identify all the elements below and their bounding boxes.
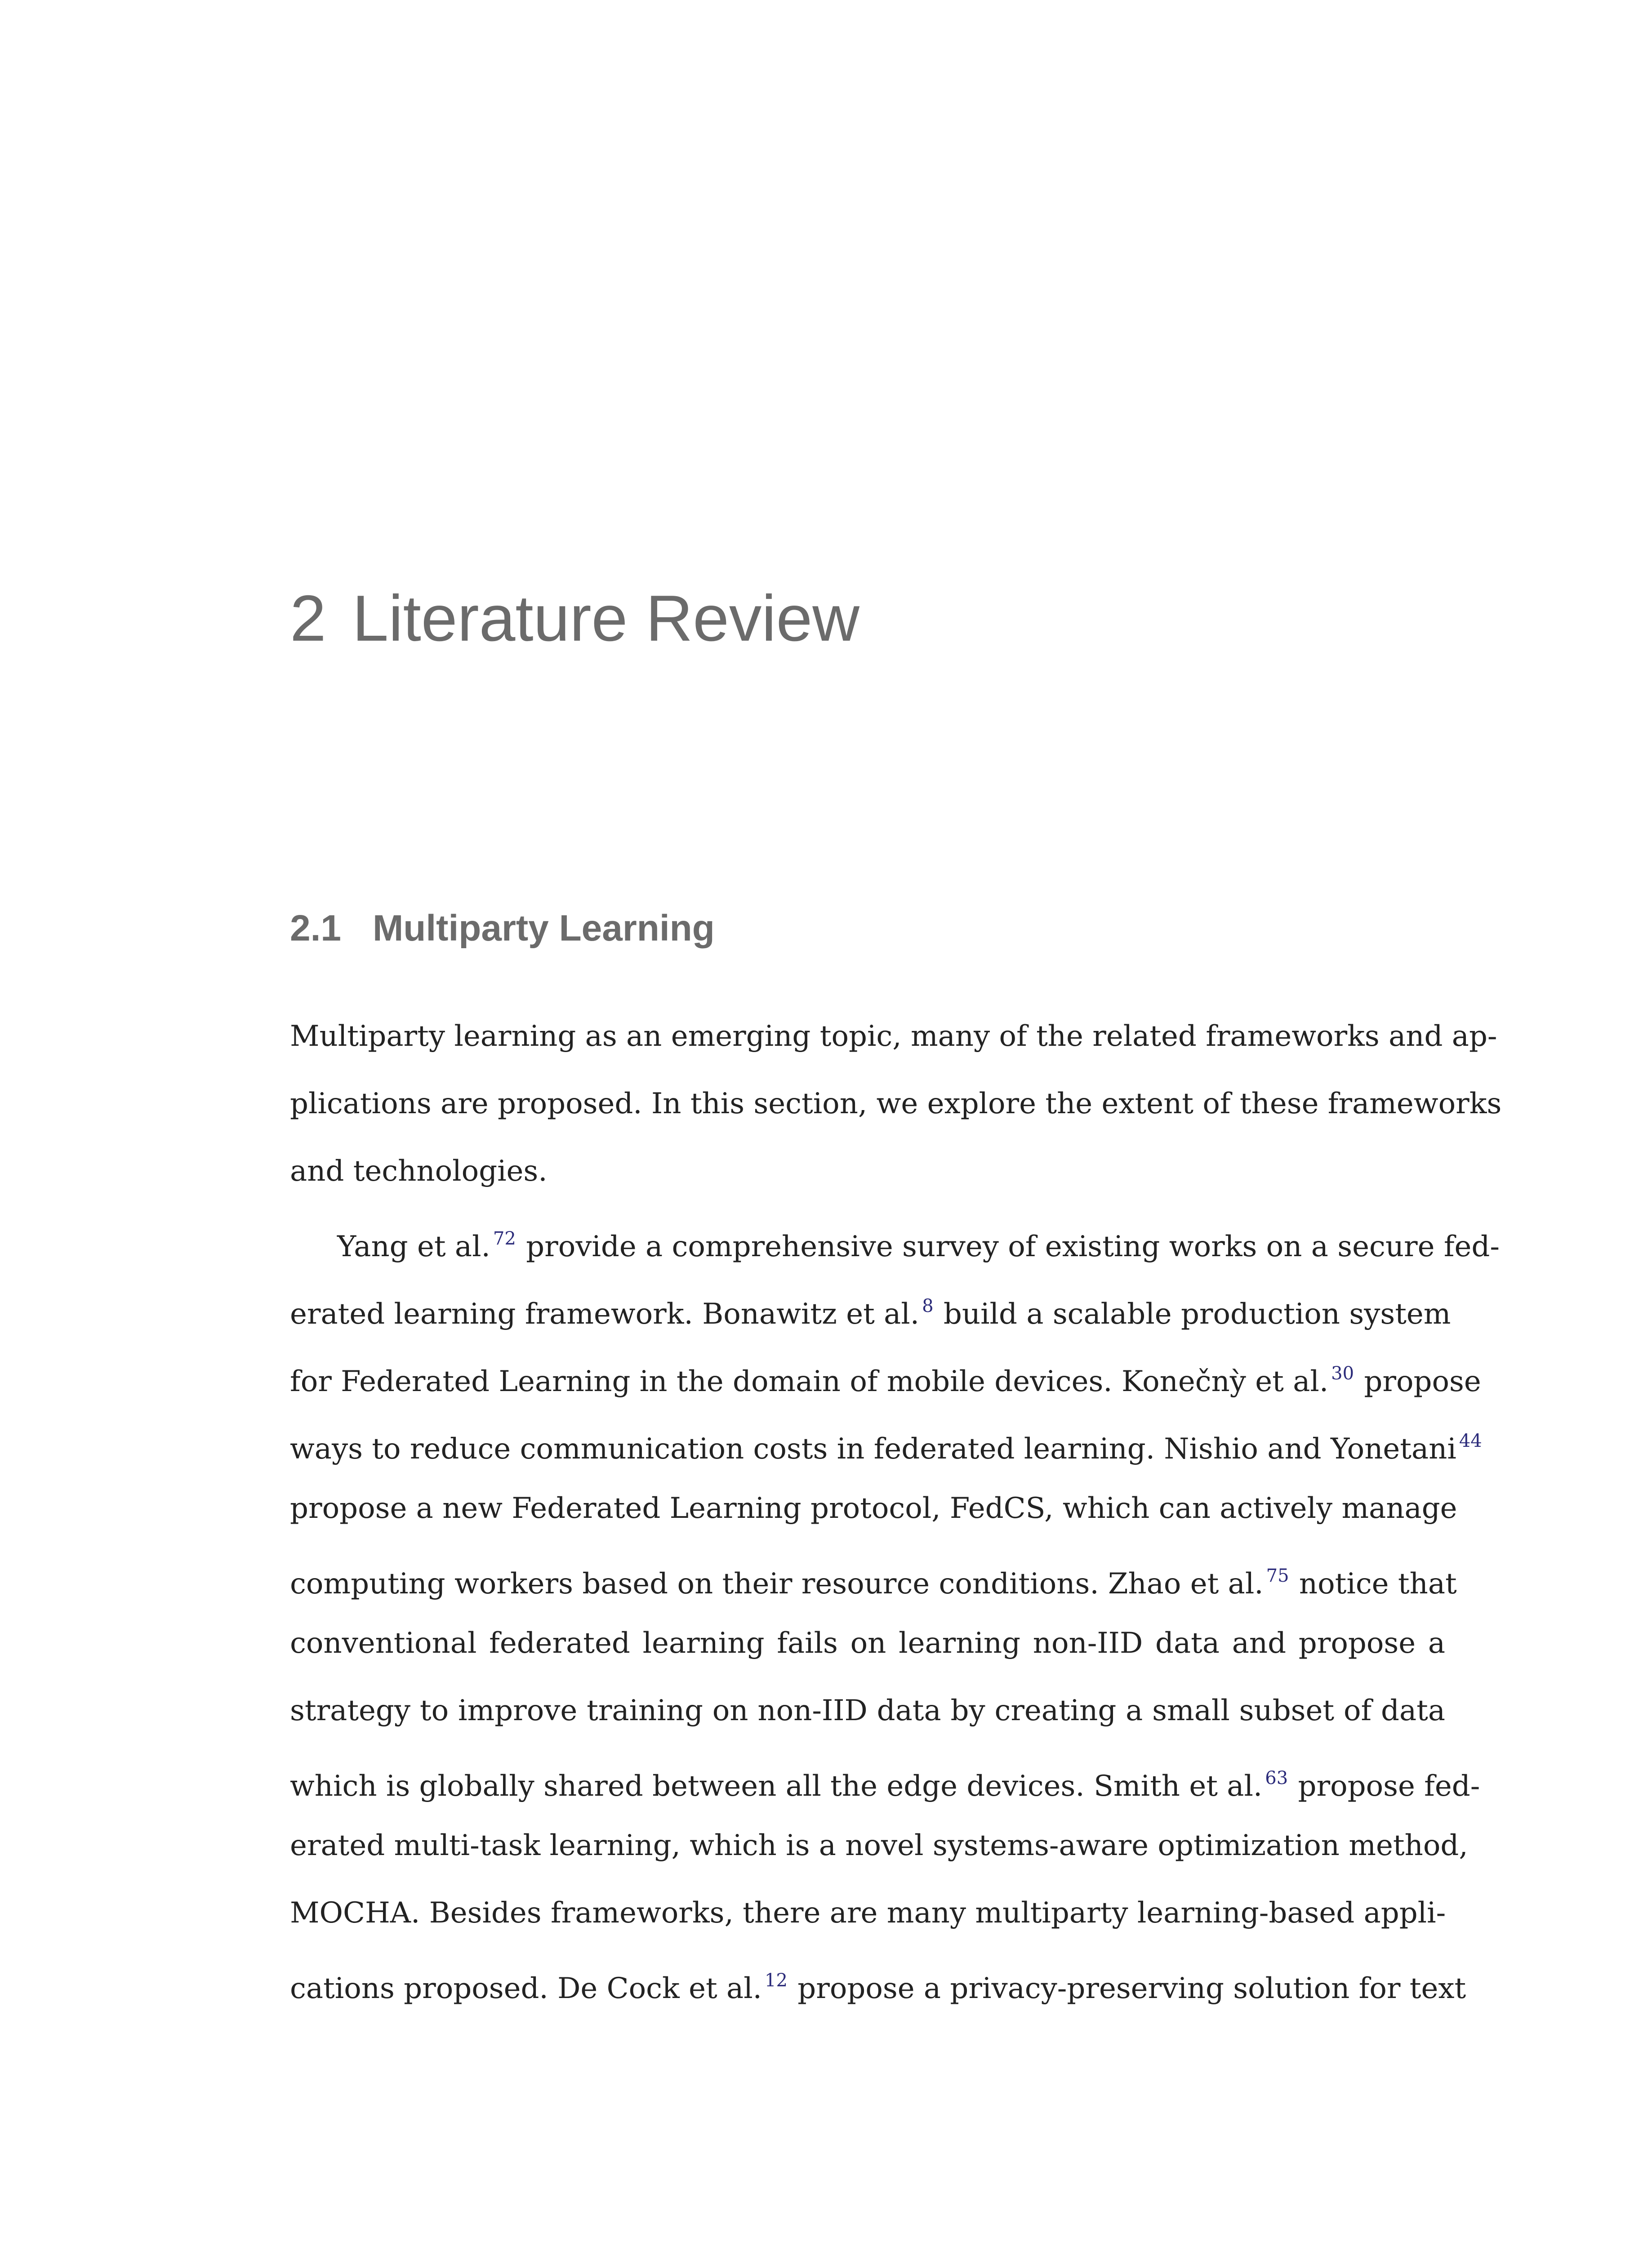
paragraph-line: and technologies. (290, 1155, 548, 1188)
paragraph-line: Multiparty learning as an emerging topic, many of the related frameworks and ap- (290, 1020, 1497, 1053)
chapter-number: 2 (290, 582, 326, 655)
chapter-title: Literature Review (352, 582, 859, 655)
citation-link[interactable]: 8 (922, 1296, 934, 1316)
line-text: notice that (1299, 1567, 1457, 1601)
citation-link[interactable]: 44 (1459, 1431, 1482, 1451)
citation-link[interactable]: 72 (493, 1228, 516, 1249)
line-text: propose a privacy-preserving solution for text (797, 1972, 1466, 2005)
paragraph-line (290, 1947, 1466, 2014)
paragraph-line: MOCHA. Besides frameworks, there are many multiparty learning-based appli- (290, 1896, 1446, 1930)
paragraph-line (290, 1205, 1500, 1272)
paragraph-line: strategy to improve training on non-IID data by creating a small subset of data (290, 1694, 1445, 1727)
citation-link[interactable]: 75 (1266, 1566, 1289, 1586)
line-text: provide a comprehensive survey of existing works on a secure fed- (526, 1230, 1500, 1263)
line-text: for Federated Learning in the domain of mobile devices. Konečnỳ et al. (290, 1365, 1329, 1398)
line-text: build a scalable production system (943, 1298, 1451, 1331)
chapter-heading (290, 580, 859, 656)
body-text (290, 1003, 1502, 2014)
paragraph-line (290, 1542, 1457, 1610)
section-heading (290, 906, 715, 951)
paragraph-line: erated multi-task learning, which is a novel systems-aware optimization method, (290, 1829, 1468, 1862)
paragraph-line (290, 1407, 1482, 1475)
line-text: Yang et al. (337, 1230, 490, 1263)
citation-link[interactable]: 63 (1265, 1768, 1288, 1789)
line-text: ways to reduce communication costs in federated learning. Nishio and Yonetani (290, 1432, 1456, 1466)
paragraph-line (290, 1744, 1480, 1812)
line-text: cations proposed. De Cock et al. (290, 1972, 762, 2005)
paragraph-line: plications are proposed. In this section, we explore the extent of these frameworks (290, 1087, 1502, 1120)
line-text: erated learning framework. Bonawitz et al. (290, 1298, 920, 1331)
citation-link[interactable]: 12 (765, 1970, 788, 1991)
paragraph-line (290, 1340, 1481, 1407)
line-text: propose fed- (1298, 1770, 1480, 1803)
paragraph-line: propose a new Federated Learning protocol, FedCS, which can actively manage (290, 1492, 1457, 1525)
section-title: Multiparty Learning (373, 908, 715, 949)
line-text: which is globally shared between all the edge devices. Smith et al. (290, 1770, 1263, 1803)
citation-link[interactable]: 30 (1331, 1363, 1354, 1384)
paragraph-line (290, 1272, 1451, 1340)
section-number: 2.1 (290, 908, 341, 949)
line-text: propose (1364, 1365, 1481, 1398)
paragraph-line: conventional federated learning fails on learning non-IID data and propose a (290, 1627, 1445, 1660)
line-text: computing workers based on their resource conditions. Zhao et al. (290, 1567, 1264, 1601)
